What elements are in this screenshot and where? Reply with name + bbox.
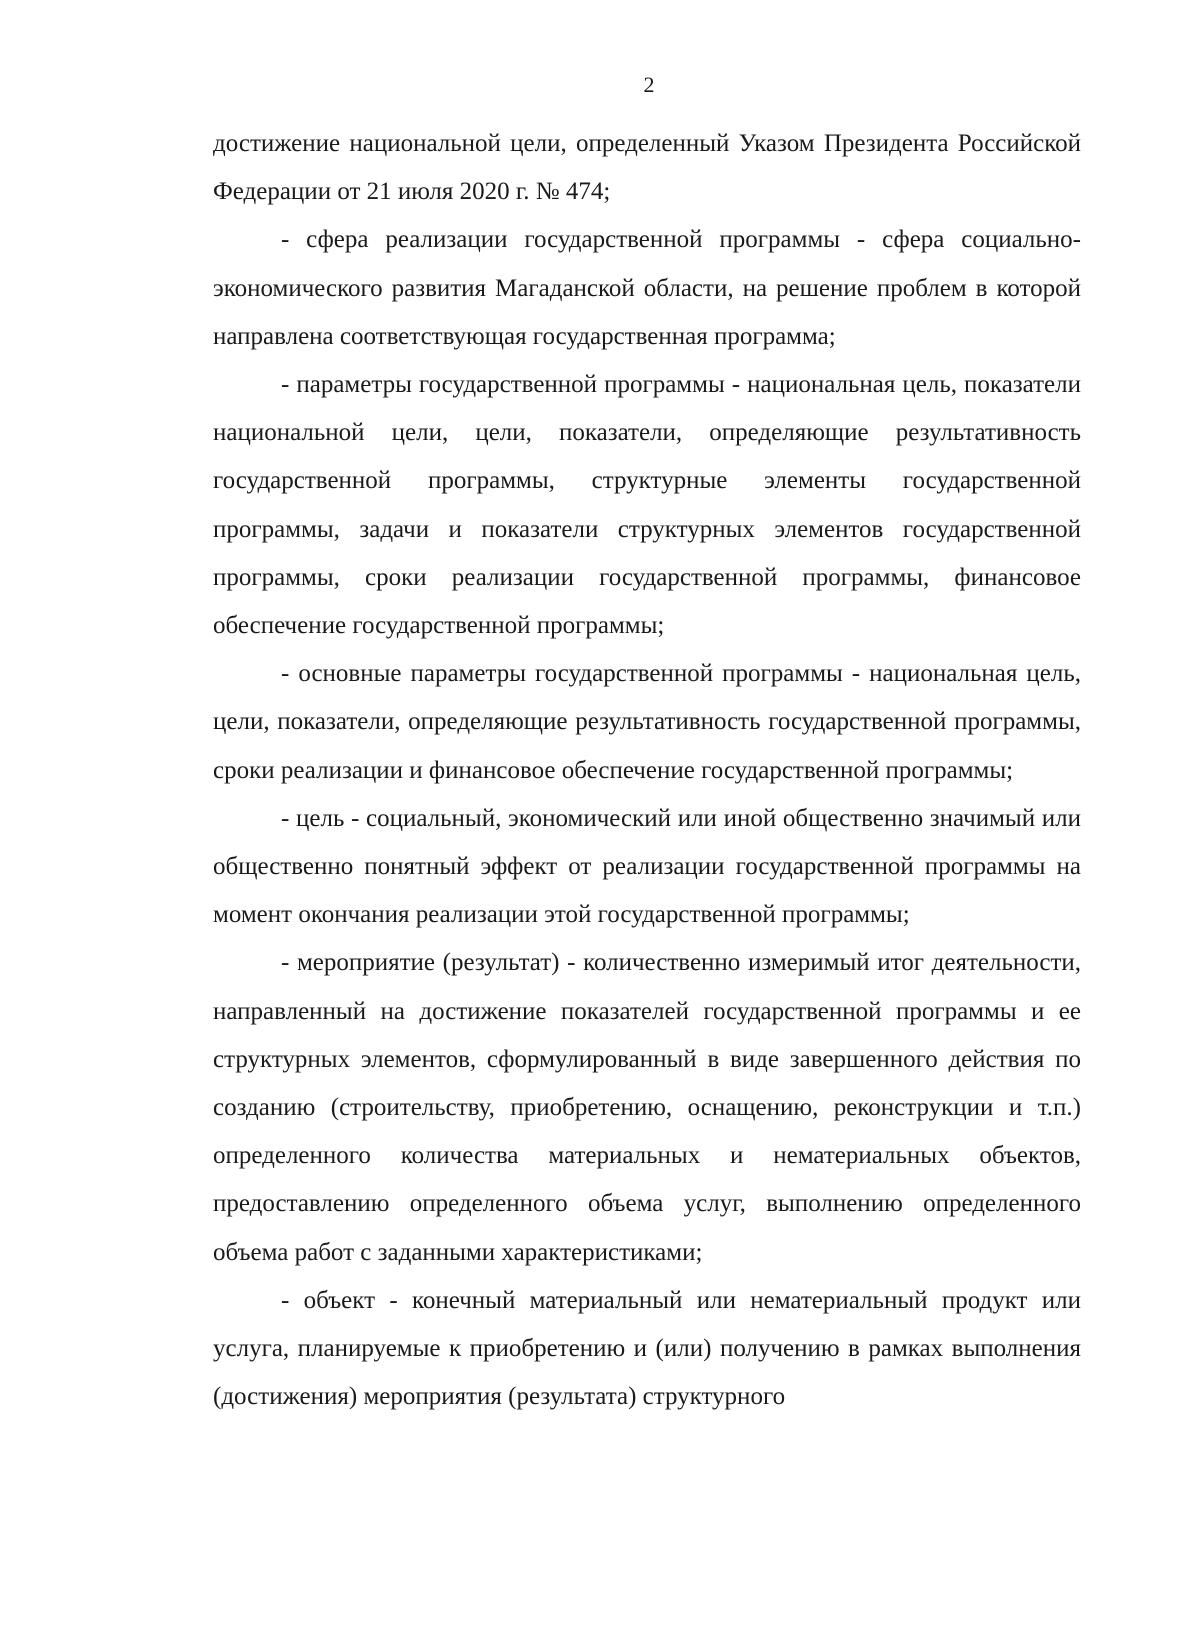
paragraph-continuation: достижение национальной цели, определенный Указом Президента Российской Федерации от 21 июля 2020 г. № 474; (213, 130, 1081, 206)
page-number: 2 (643, 72, 655, 97)
document-body (213, 120, 1081, 1421)
paragraph-definition-sphere: - сфера реализации государственной программы - сфера социально-экономического развития Магаданской области, на решение проблем в которой направлена соответствующая государственная программа; (213, 226, 1081, 350)
paragraph-definition-activity: - мероприятие (результат) - количественно измеримый итог деятельности, направленный на достижение показателей государственной программы и ее структурных элементов, сформулированный в виде завершенного действия по созданию (строительству, приобретению, оснащению, реконструкции и т.п.) определенного количества материальных и нематериальных объектов, предоставлению определенного объема услуг, выполнению определенного объема работ с заданными характеристиками; (213, 949, 1081, 1266)
paragraph-definition-object: - объект - конечный материальный или нематериальный продукт или услуга, планируемые к приобретению и (или) получению в рамках выполнения (достижения) мероприятия (результата) структурного (213, 1286, 1081, 1411)
paragraph-definition-goal: - цель - социальный, экономический или иной общественно значимый или общественно понятный эффект от реализации государственной программы на момент окончания реализации этой государственной программы; (213, 804, 1081, 929)
paragraph-definition-main-parameters: - основные параметры государственной программы - национальная цель, цели, показатели, определяющие результативность государственной программы, сроки реализации и финансовое обеспечение государственной программы; (213, 660, 1081, 784)
paragraph-definition-parameters: - параметры государственной программы - национальная цель, показатели национальной цели, цели, показатели, определяющие результативность государственной программы, структурные элементы государственной программы, задачи и показатели структурных элементов государственной программы, сроки реализации государственной программы, финансовое обеспечение государственной программы; (213, 371, 1081, 640)
